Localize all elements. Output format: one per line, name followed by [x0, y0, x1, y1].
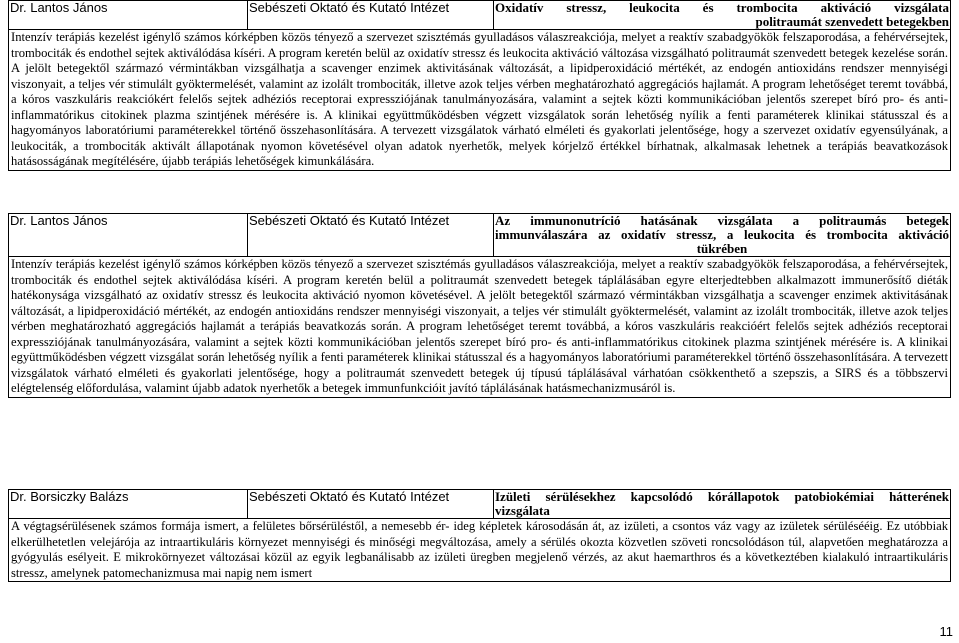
- project-title: [494, 490, 951, 519]
- title-line: tükrében: [696, 241, 748, 256]
- project-title: [494, 214, 951, 257]
- title-line: politraumát szenvedett betegekben: [755, 14, 949, 29]
- entry-header: [8, 213, 951, 257]
- institute-name: Sebészeti Oktató és Kutató Intézet: [248, 490, 494, 519]
- title-line: immunválaszára az oxidatív stressz, a leukocita és trombocita aktiváció: [495, 227, 949, 242]
- title-line: Izületi sérülésekhez kapcsolódó kórállapotok patobiokémiai hátterének: [495, 489, 949, 504]
- author-name: Dr. Lantos János: [9, 214, 248, 257]
- author-name: Dr. Borsiczky Balázs: [9, 490, 248, 519]
- institute-name: Sebészeti Oktató és Kutató Intézet: [248, 1, 494, 30]
- entry-1: [8, 0, 951, 171]
- abstract-text: A végtagsérülésenek számos formája ismert, a felületes bőrsérüléstől, a nemesebb ér- ideg képletek károsodásán át, az izületi, a csontos váz vagy az izületek sérülésééig. Ez utóbbiak elkerülhetetlen velejárója az intraartikuláris környezet mennyiségi és minőségi megváltozása, amely a sérülés okozta közvetlen szöveti roncsolódáson túl, alapvetően meghatározza a gyógyulás esélyeit. E mikrokörnyezet változásai közül az egyik legbanálisabb az izületi üregben megjelenő vérzés, az akut haemarthros és a következtében kialakuló intraartikuláris stressz, amelynek patomechanizmusa mai napig nem ismert: [8, 519, 951, 582]
- entry-3: [8, 489, 951, 582]
- abstract-text: Intenzív terápiás kezelést igénylő számos kórképben közös tényező a szervezet szisztémás gyulladásos válaszreakciója, melyet a reaktív szabadgyökök felszaporodása, a fehérvérsejtek, trombociták és endothel sejtek aktiválódása kíséri. A program keretén belül a politraumát szenvedett betegek táplálásában egyre elterjedtebben alkalmazott immunerősítő diéták hatékonysága vizsgálható az oxidatív stressz és leukocita aktiváció nyomon követésével. A jelölt betegektől származó vérmintákban vizsgálhatja a scavenger enzimek aktivitásának változását, a lipidperoxidáció mértékét, az endogén antioxidáns rendszer mennyiségi viszonyait, a teljes vér stimulált gyöktermelését, valamint az izolált trombociták, illetve azok teljes vérben meghatározható aggregációs hajlamát a terápiás beavatkozás során. A program lehetőséget teremt továbbá, a kóros vaszkuláris reakcióért felelős sejtek adhéziós receptorai expressziójának tanulmányozására, valamint a sejtek közti kommunikációban jelentős szerepet bíró pro- és anti-inflammatórikus citokinek plazma szintjének mérésére is. A klinikai együttműködésben végzett vizsgálat során lehetőség nyílik a fenti paraméterek klinikai státusszal és a hagyományos laboratóriumi paraméterekkel történő összehasonlítására. A tervezett vizsgálatok várható elméleti és gyakorlati jelentősége, hogy a politraumát szenvedett betegek új típusú táplálásával várhatóan csökkenthető a szepszis, a SIRS és a többszervi elégtelenség előfordulása, valamint újabb adatok nyerhetők a betegek immunfunkcióit javító táplálásának hatásmechanizmusáról is.: [8, 257, 951, 398]
- page-number: 11: [939, 624, 953, 639]
- title-line: Az immunonutríció hatásának vizsgálata a politraumás betegek: [495, 213, 949, 228]
- title-line: Oxidatív stressz, leukocita és trombocita aktiváció vizsgálata: [495, 0, 949, 15]
- project-title: [494, 1, 951, 30]
- entry-2: [8, 213, 951, 398]
- title-line: vizsgálata: [495, 503, 550, 518]
- entry-header: [8, 0, 951, 30]
- abstract-text: Intenzív terápiás kezelést igénylő számos kórképben közös tényező a szervezet szisztémás gyulladásos válaszreakciója, melyet a reaktív szabadgyökök felszaporodása, a fehérvérsejtek, trombociták és endothel sejtek aktiválódása kíséri. A program keretén belül az oxidatív stressz és leukocita aktiváció változása vizsgálható politraumát szenvedett betegek kezelése során. A jelölt betegektől származó vérmintákban vizsgálhatja a scavenger enzimek aktivitásának változását, a lipidperoxidáció mértékét, az endogén antioxidáns rendszer mennyiségi viszonyait, a teljes vér stimulált gyöktermelését, valamint az izolált trombociták, illetve azok teljes vérben meghatározható aggregációs hajlamát. A program lehetőséget teremt továbbá, a kóros vaszkuláris reakciókért felelős sejtek adhéziós receptorai expressziójának tanulmányozására, valamint a sejtek közti kommunikációban jelentős szerepet bíró pro- és anti-inflammatórikus citokinek plazma szintjének mérésére is. A klinikai együttműködésben végzett vizsgálatok során lehetőség nyílik a fenti paraméterek klinikai státusszal és a hagyományos laboratóriumi paraméterekkel történő összehasonlítására. A tervezett vizsgálatok várható elméleti és gyakorlati jelentősége, hogy a szervezet oxidatív egyensúlyának, a leukociták, a trombociták aktivált állapotának nyomon követésével olyan adatok nyerhetők, melyek kórjelző értékkel bírhatnak, alkalmasak lehetnek a terápiás beavatkozások hatásosságának megítélésére, újabb terápiás lehetőségek kimunkálására.: [8, 30, 951, 171]
- author-name: Dr. Lantos János: [9, 1, 248, 30]
- institute-name: Sebészeti Oktató és Kutató Intézet: [248, 214, 494, 257]
- entry-header: [8, 489, 951, 519]
